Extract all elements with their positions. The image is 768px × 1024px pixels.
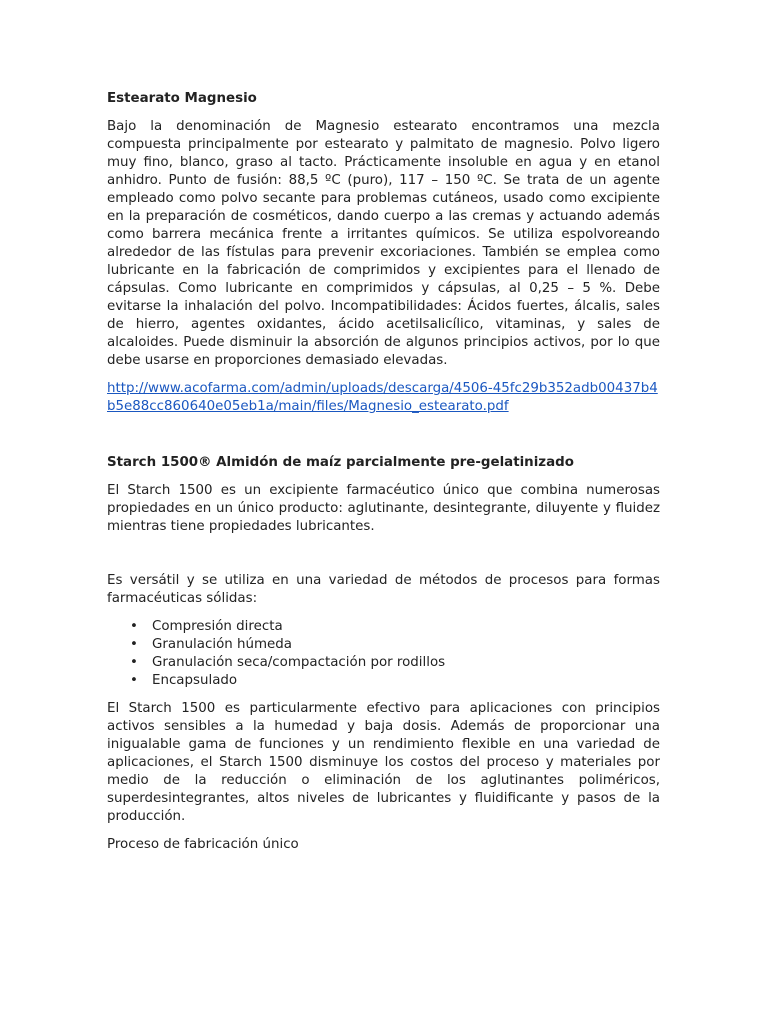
paragraph-process-title: Proceso de fabricación único	[107, 837, 299, 852]
bullet-icon: •	[130, 673, 138, 688]
paragraph-starch-intro: El Starch 1500 es un excipiente farmacéutico único que combina numerosas propiedades en un único producto: aglutinante, desintegrante, diluyente y fluidez mientras tiene propiedades lubricantes.	[107, 483, 660, 534]
paragraph-starch-versatile: Es versátil y se utiliza en una variedad de métodos de procesos para formas farmacéuticas sólidas:	[107, 573, 660, 606]
section-title-starch-1500: Starch 1500® Almidón de maíz parcialmente pre-gelatinizado	[107, 455, 574, 470]
list-item: • Compresión directa	[130, 619, 283, 634]
section-title-magnesium-stearate: Estearato Magnesio	[107, 91, 257, 106]
bullet-icon: •	[130, 655, 138, 670]
methods-list	[107, 618, 660, 690]
bullet-icon: •	[130, 619, 138, 634]
list-item: • Encapsulado	[130, 673, 238, 688]
paragraph-magnesium-stearate: Bajo la denominación de Magnesio estearato encontramos una mezcla compuesta principalmente por estearato y palmitato de magnesio. Polvo ligero muy fino, blanco, graso al tacto. Prácticamente insoluble en agua y en etanol anhidro. Punto de fusión: 88,5 ºC (puro), 117 – 150 ºC. Se trata de un agente empleado como polvo secante para problemas cutáneos, usado como excipiente en la preparación de cosméticos, dando cuerpo a las cremas y actuando además como barrera mecánica frente a irritantes químicos. Se utiliza espolvoreando alrededor de las fístulas para prevenir excoriaciones. También se emplea como lubricante en la fabricación de comprimidos y excipientes para el llenado de cápsulas. Como lubricante en comprimidos y cápsulas, al 0,25 – 5 %. Debe evitarse la inhalación del polvo. Incompatibilidades: Ácidos fuertes, álcalis, sales de hierro, agentes oxidantes, ácido acetilsalicílico, vitaminas, y sales de alcaloides. Puede disminuir la absorción de algunos principios activos, por lo que debe usarse en proporciones demasiado elevadas.	[107, 119, 660, 368]
bullet-icon: •	[130, 637, 138, 652]
list-item: • Granulación húmeda	[130, 637, 292, 652]
document-page	[107, 90, 660, 864]
reference-link[interactable]: http://www.acofarma.com/admin/uploads/descarga/4506-45fc29b352adb00437b4b5e88cc860640e05eb1a/main/files/Magnesio_estearato.pdf	[107, 381, 658, 414]
paragraph-starch-effective: El Starch 1500 es particularmente efectivo para aplicaciones con principios activos sensibles a la humedad y baja dosis. Además de proporcionar una inigualable gama de funciones y un rendimiento flexible en una variedad de aplicaciones, el Starch 1500 disminuye los costos del proceso y materiales por medio de la reducción o eliminación de los aglutinantes poliméricos, superdesintegrantes, altos niveles de lubricantes y fluidificante y pasos de la producción.	[107, 701, 660, 824]
list-item: • Granulación seca/compactación por rodillos	[130, 655, 446, 670]
